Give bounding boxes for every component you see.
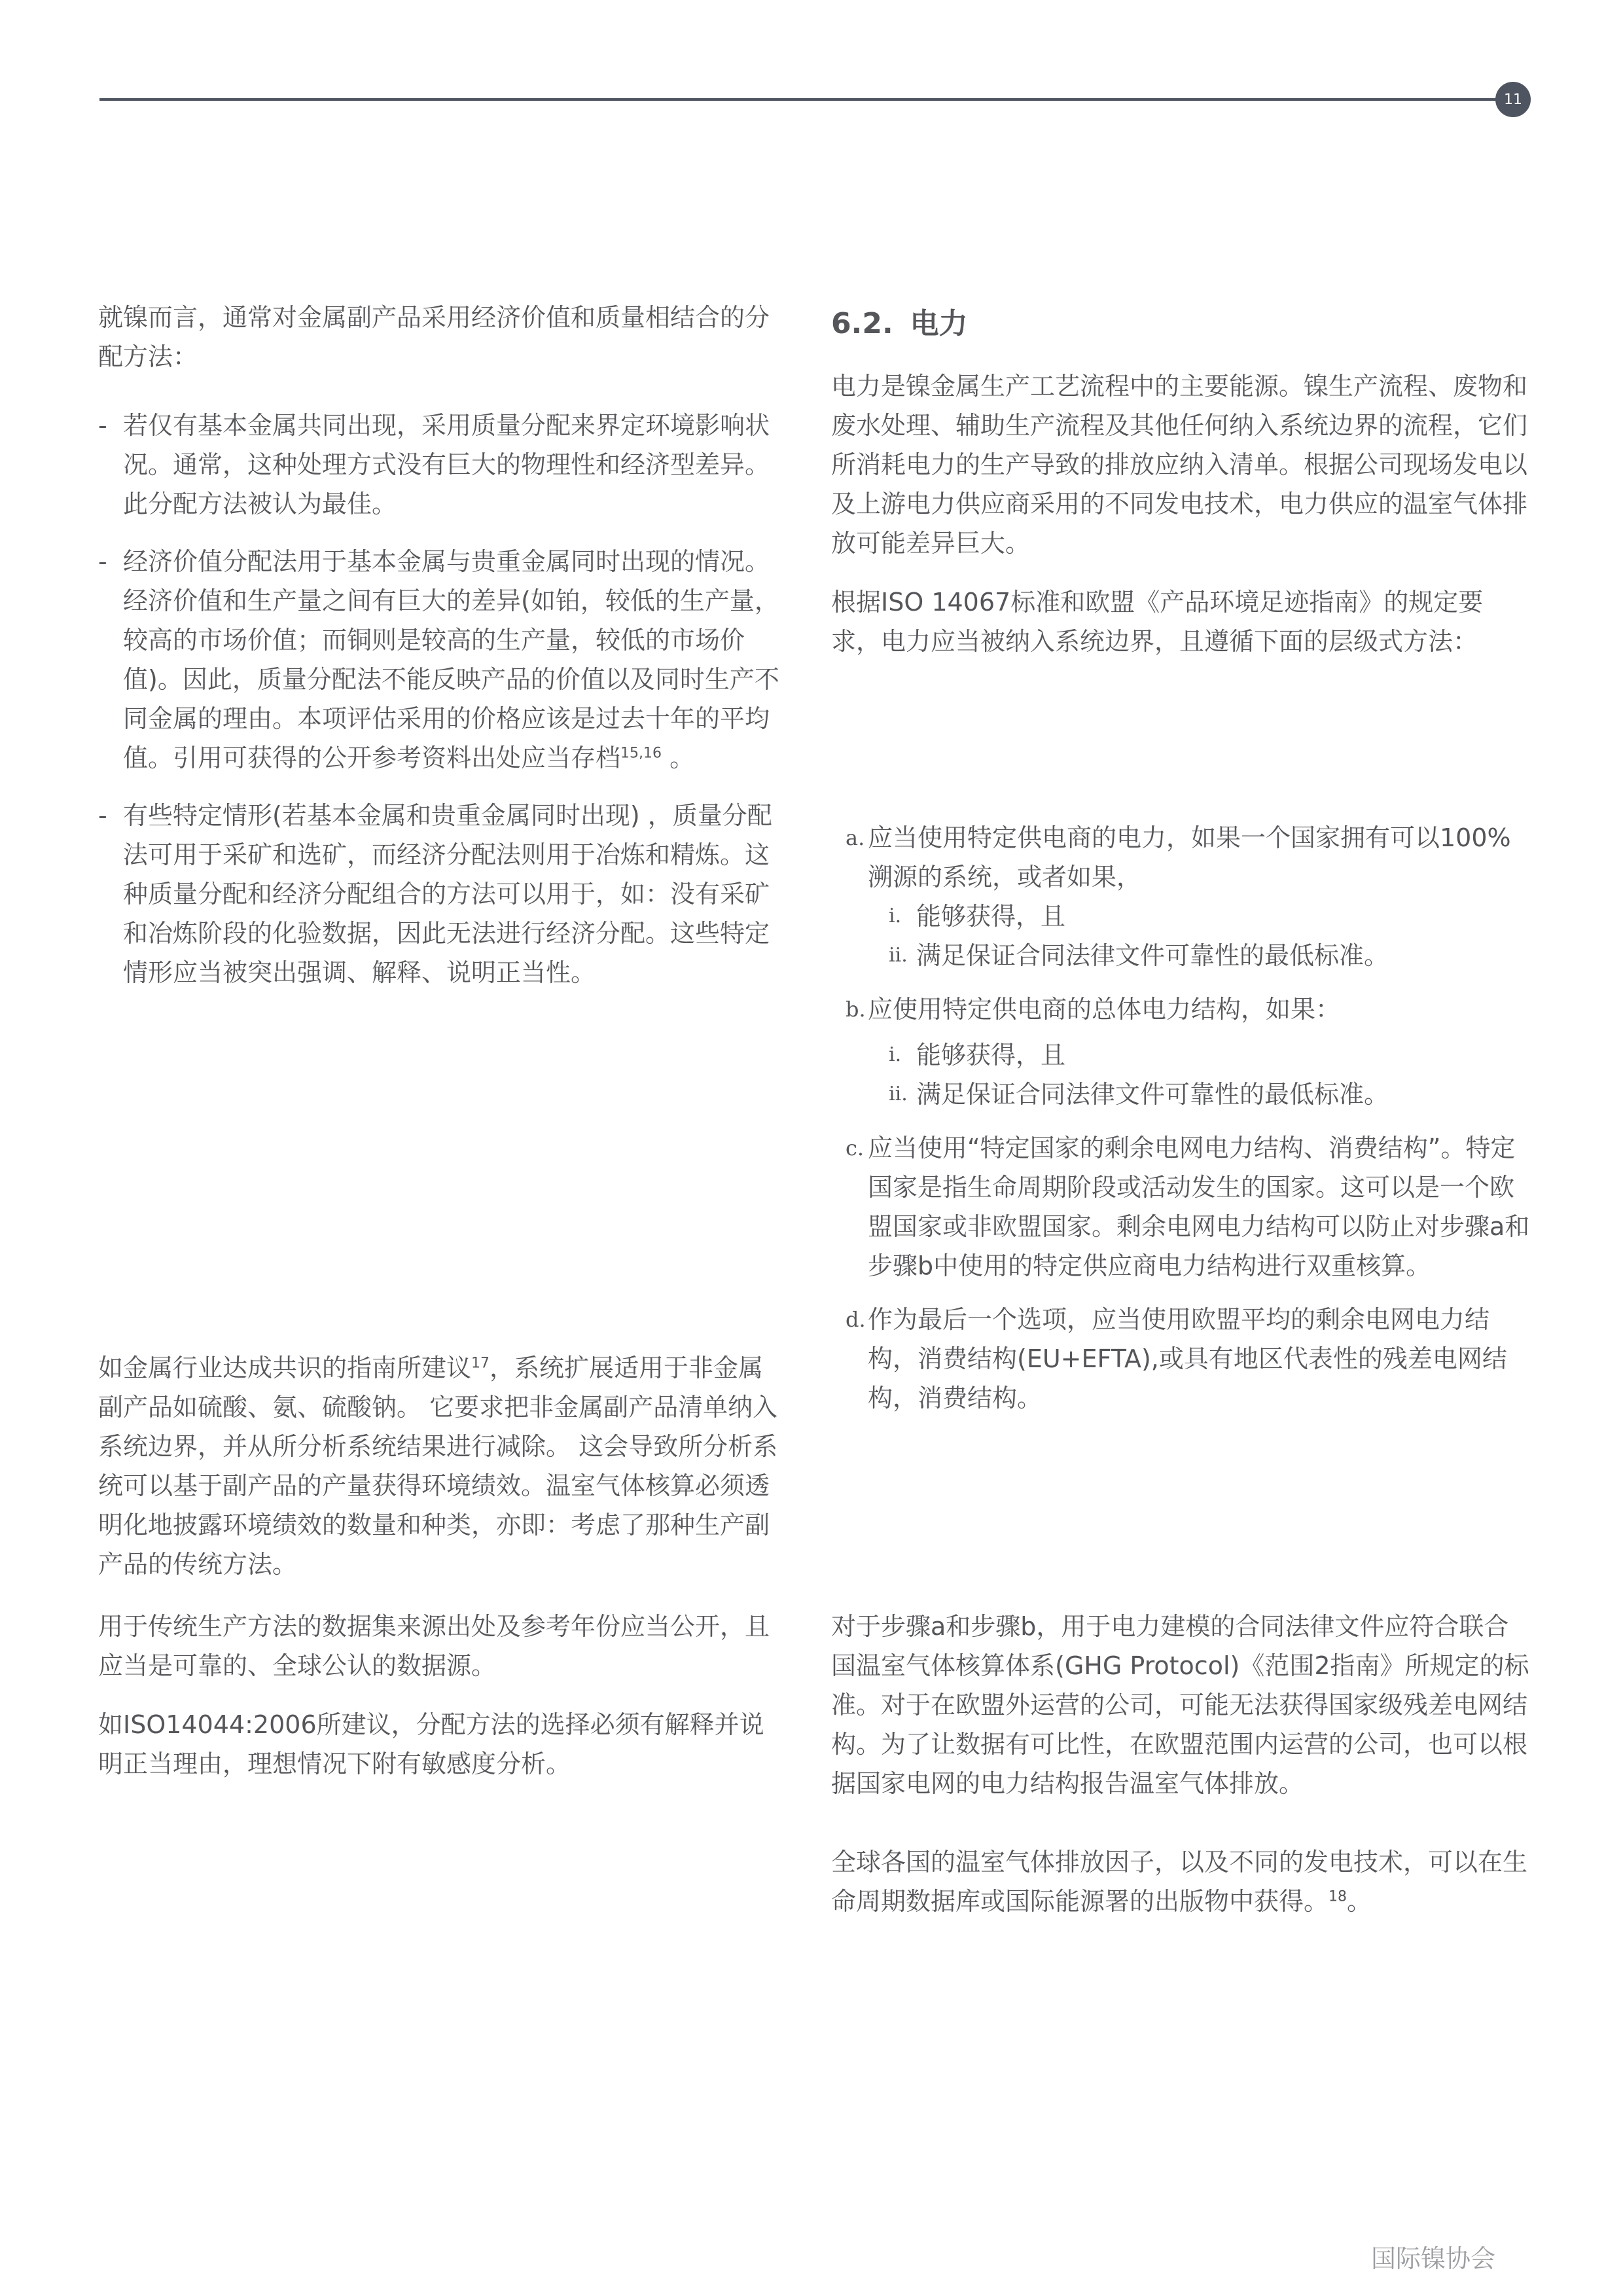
- list-item-text: 应当使用特定供电商的电力，如果一个国家拥有可以100%溯源的系统，或者如果，: [868, 823, 1511, 891]
- list-item-d: [831, 1300, 1531, 1418]
- list-item-text: 若仅有基本金属共同出现，采用质量分配来界定环境影响状况。通常，这种处理方式没有巨大的物理性和经济型差异。此分配方法被认为最佳。: [123, 411, 770, 518]
- paragraph-text: 对于步骤a和步骤b，用于电力建模的合同法律文件应符合联合国温室气体核算体系(GHG Protocol)《范围2指南》所规定的标准。对于在欧盟外运营的公司，可能无法获得国家级残差电网结构。为了让数据有可比性，在欧盟范围内运营的公司，也可以根据国家电网的电力结构报告温室气体排放。: [831, 1612, 1529, 1798]
- iso-paragraph: [98, 1705, 787, 1784]
- system-expansion-paragraph: [98, 1348, 787, 1584]
- list-item: [98, 406, 787, 524]
- sub-item: [831, 1035, 1531, 1075]
- footnote-ref: 17: [471, 1355, 490, 1372]
- list-item-text: 经济价值分配法用于基本金属与贵重金属同时出现的情况。经济价值和生产量之间有巨大的差异(如铂，较低的生产量，较高的市场价值；而铜则是较高的生产量，较低的市场价值)。因此，质量分配法不能反映产品的价值以及同时生产不同金属的理由。本项评估采用的价格应该是过去十年的平均值。引用可获得的公开参考资料出处应当存档: [123, 547, 779, 772]
- list-marker: i.: [889, 1043, 902, 1066]
- paragraph-text: 用于传统生产方法的数据集来源出处及参考年份应当公开，且应当是可靠的、全球公认的数据源。: [98, 1612, 770, 1680]
- paragraph-text: 根据ISO 14067标准和欧盟《产品环境足迹指南》的规定要求，电力应当被纳入系统边界，且遵循下面的层级式方法：: [831, 588, 1484, 656]
- sub-item-text: 能够获得，且: [916, 1041, 1066, 1069]
- header-rule: [99, 98, 1501, 101]
- paragraph-text: 电力是镍金属生产工艺流程中的主要能源。镍生产流程、废物和废水处理、辅助生产流程及其他任何纳入系统边界的流程，它们所消耗电力的生产导致的排放应纳入清单。根据公司现场发电以及上游电力供应商采用的不同发电技术，电力供应的温室气体排放可能差异巨大。: [831, 372, 1528, 558]
- list-item-b: [831, 990, 1531, 1029]
- list-marker: c.: [846, 1136, 865, 1160]
- list-marker: a.: [846, 825, 865, 850]
- paragraph-text: ，系统扩展适用于非金属副产品如硫酸、氨、硫酸钠。 它要求把非金属副产品清单纳入系统边界，并从所分析系统结果进行减除。 这会导致所分析系统可以基于副产品的产量获得环境绩效。温室气体核算必须透明化地披露环境绩效的数量和种类，亦即：考虑了那种生产副产品的传统方法。: [98, 1354, 778, 1579]
- ghg-protocol-paragraph: [831, 1607, 1531, 1803]
- list-marker: d.: [846, 1307, 866, 1332]
- hierarchy-list: [831, 818, 1531, 1418]
- paragraph-text: 如金属行业达成共识的指南所建议: [98, 1354, 472, 1382]
- list-marker: ii.: [889, 944, 908, 967]
- section-number: 6.2.: [831, 307, 893, 340]
- section-heading: [831, 304, 968, 344]
- list-item: [98, 796, 787, 992]
- sub-item-text: 满足保证合同法律文件可靠性的最低标准。: [916, 941, 1389, 970]
- electricity-intro-paragraph: [831, 367, 1531, 563]
- list-item-c: [831, 1128, 1531, 1285]
- sub-item-text: 能够获得，且: [916, 902, 1066, 931]
- dash-marker: -: [98, 411, 107, 440]
- list-item-text: 有些特定情形(若基本金属和贵重金属同时出现) ，质量分配法可用于采矿和选矿，而经济分配法则用于冶炼和精炼。这种质量分配和经济分配组合的方法可以用于，如：没有采矿和冶炼阶段的化验数据，因此无法进行经济分配。这些特定情形应当被突出强调、解释、说明正当性。: [123, 801, 772, 987]
- sub-item: [831, 936, 1531, 975]
- left-intro-block: [98, 298, 787, 376]
- list-marker: i.: [889, 905, 902, 927]
- footnote-ref: 18: [1329, 1888, 1347, 1905]
- sub-item: [831, 1075, 1531, 1114]
- dataset-source-paragraph: [98, 1607, 787, 1685]
- sub-item: [831, 897, 1531, 936]
- iso14067-paragraph: [831, 583, 1531, 661]
- dash-marker: -: [98, 801, 107, 830]
- list-item-text: 作为最后一个选项，应当使用欧盟平均的剩余电网电力结构，消费结构(EU+EFTA),或具有地区代表性的残差电网结构，消费结构。: [868, 1305, 1507, 1412]
- paragraph-text: 。: [1347, 1887, 1372, 1916]
- sub-item-text: 满足保证合同法律文件可靠性的最低标准。: [916, 1080, 1389, 1109]
- allocation-bullet-list: [98, 406, 787, 1011]
- page-number-badge: 11: [1495, 82, 1531, 117]
- list-item-text: 应当使用“特定国家的剩余电网电力结构、消费结构”。特定国家是指生命周期阶段或活动发生的国家。这可以是一个欧盟国家或非欧盟国家。剩余电网电力结构可以防止对步骤a和步骤b中使用的特定供应商电力结构进行双重核算。: [868, 1134, 1530, 1280]
- paragraph-text: 全球各国的温室气体排放因子，以及不同的发电技术，可以在生命周期数据库或国际能源署的出版物中获得。: [831, 1848, 1528, 1916]
- emission-factor-paragraph: [831, 1842, 1531, 1921]
- list-item-tail: 。: [662, 744, 695, 772]
- footer-org-name: 国际镍协会: [1371, 2244, 1496, 2273]
- dash-marker: -: [98, 547, 107, 576]
- list-item: [98, 542, 787, 778]
- intro-paragraph: 就镍而言，通常对金属副产品采用经济价值和质量相结合的分配方法：: [98, 303, 770, 371]
- footnote-ref: 15,16: [620, 745, 662, 762]
- paragraph-text: 如ISO14044:2006所建议，分配方法的选择必须有解释并说明正当理由，理想情况下附有敏感度分析。: [98, 1710, 764, 1778]
- list-item-a: [831, 818, 1531, 897]
- section-title: 电力: [910, 307, 968, 340]
- list-item-text: 应使用特定供电商的总体电力结构，如果：: [868, 995, 1341, 1024]
- list-marker: b.: [846, 997, 866, 1022]
- list-marker: ii.: [889, 1083, 908, 1105]
